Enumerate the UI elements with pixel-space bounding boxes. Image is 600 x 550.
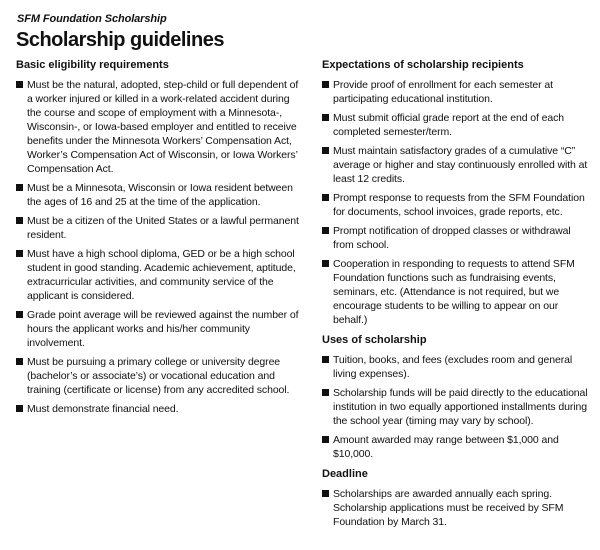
expectation-item-text: Must submit official grade report at the end of each completed semester/term. [333, 112, 564, 138]
square-bullet-icon [322, 227, 329, 234]
eligibility-item-text: Grade point average will be reviewed against the number of hours the applicant works and his/her community involvement. [27, 309, 299, 349]
expectation-item [322, 78, 590, 106]
expectation-item [322, 224, 590, 252]
square-bullet-icon [16, 405, 23, 412]
eligibility-item [16, 402, 299, 416]
eligibility-item-text: Must demonstrate financial need. [27, 403, 179, 415]
eligibility-item-text: Must be a citizen of the United States or a lawful permanent resident. [27, 215, 299, 241]
deadline-heading: Deadline [322, 468, 368, 480]
eligibility-item [16, 247, 299, 303]
eligibility-item [16, 78, 299, 176]
square-bullet-icon [322, 389, 329, 396]
deadline-list [322, 487, 590, 529]
eligibility-item-text: Must be a Minnesota, Wisconsin or Iowa resident between the ages of 16 and 25 at the time of the application. [27, 182, 293, 208]
square-bullet-icon [16, 250, 23, 257]
square-bullet-icon [322, 114, 329, 121]
eligibility-heading: Basic eligibility requirements [16, 59, 169, 71]
uses-section [322, 333, 590, 461]
eligibility-item-text: Must have a high school diploma, GED or be a high school student in good standing. Academic achievement, aptitude, extracurricular activities, and community service of the applicant is considered. [27, 248, 296, 302]
expectations-section [322, 58, 590, 327]
square-bullet-icon [322, 194, 329, 201]
eligibility-list [16, 78, 299, 416]
expectation-item-text: Prompt response to requests from the SFM Foundation for documents, school invoices, grade reports, etc. [333, 192, 585, 218]
eligibility-item-text: Must be pursuing a primary college or university degree (bachelor’s or associate’s) or vocational education and training (certificate or license) from any accredited school. [27, 356, 290, 396]
eligibility-item [16, 181, 299, 209]
expectation-item [322, 144, 590, 186]
expectation-item [322, 111, 590, 139]
square-bullet-icon [322, 147, 329, 154]
eligibility-item [16, 355, 299, 397]
eligibility-item [16, 214, 299, 242]
expectations-list [322, 78, 590, 327]
expectations-heading: Expectations of scholarship recipients [322, 59, 524, 71]
right-column [322, 58, 590, 534]
square-bullet-icon [16, 217, 23, 224]
square-bullet-icon [322, 260, 329, 267]
square-bullet-icon [16, 184, 23, 191]
square-bullet-icon [16, 81, 23, 88]
expectation-item-text: Must maintain satisfactory grades of a cumulative “C” average or higher and stay continuously enrolled with at least 12 credits. [333, 145, 588, 185]
expectation-item-text: Prompt notification of dropped classes or withdrawal from school. [333, 225, 571, 251]
expectation-item [322, 191, 590, 219]
deadline-section [322, 467, 590, 529]
expectation-item-text: Provide proof of enrollment for each semester at participating educational institution. [333, 79, 553, 105]
uses-list [322, 353, 590, 461]
square-bullet-icon [322, 436, 329, 443]
page-title: Scholarship guidelines [16, 29, 224, 51]
eligibility-item [16, 308, 299, 350]
deadline-item-text: Scholarships are awarded annually each spring. Scholarship applications must be received by SFM Foundation by March 31. [333, 488, 564, 528]
square-bullet-icon [322, 356, 329, 363]
eligibility-item-text: Must be the natural, adopted, step-child or full dependent of a worker injured or killed in a work-related accident during the course and scope of employment with a Minnesota-, Wisconsin-, or Iowa-based employer and entitled to receive benefits under the Minnesota Workers’ Compensation Act, Worker’s Compensation Act of Wisconsin, or Iowa Workers’ Compensation Act. [27, 79, 299, 175]
use-item [322, 433, 590, 461]
square-bullet-icon [16, 358, 23, 365]
use-item-text: Amount awarded may range between $1,000 and $10,000. [333, 434, 559, 460]
expectation-item-text: Cooperation in responding to requests to attend SFM Foundation functions such as fundraising events, seminars, etc. (Attendance is not required, but we encourage students to be willing to appear on our behalf.) [333, 258, 575, 326]
expectation-item [322, 257, 590, 327]
left-column [16, 58, 299, 421]
foundation-name: SFM Foundation Scholarship [17, 13, 167, 25]
square-bullet-icon [16, 311, 23, 318]
eligibility-section [16, 58, 299, 416]
square-bullet-icon [322, 81, 329, 88]
use-item [322, 386, 590, 428]
square-bullet-icon [322, 490, 329, 497]
use-item-text: Scholarship funds will be paid directly to the educational institution in two equally apportioned installments during the school year (timing may vary by school). [333, 387, 588, 427]
uses-heading: Uses of scholarship [322, 334, 427, 346]
use-item [322, 353, 590, 381]
use-item-text: Tuition, books, and fees (excludes room and general living expenses). [333, 354, 573, 380]
deadline-item [322, 487, 590, 529]
